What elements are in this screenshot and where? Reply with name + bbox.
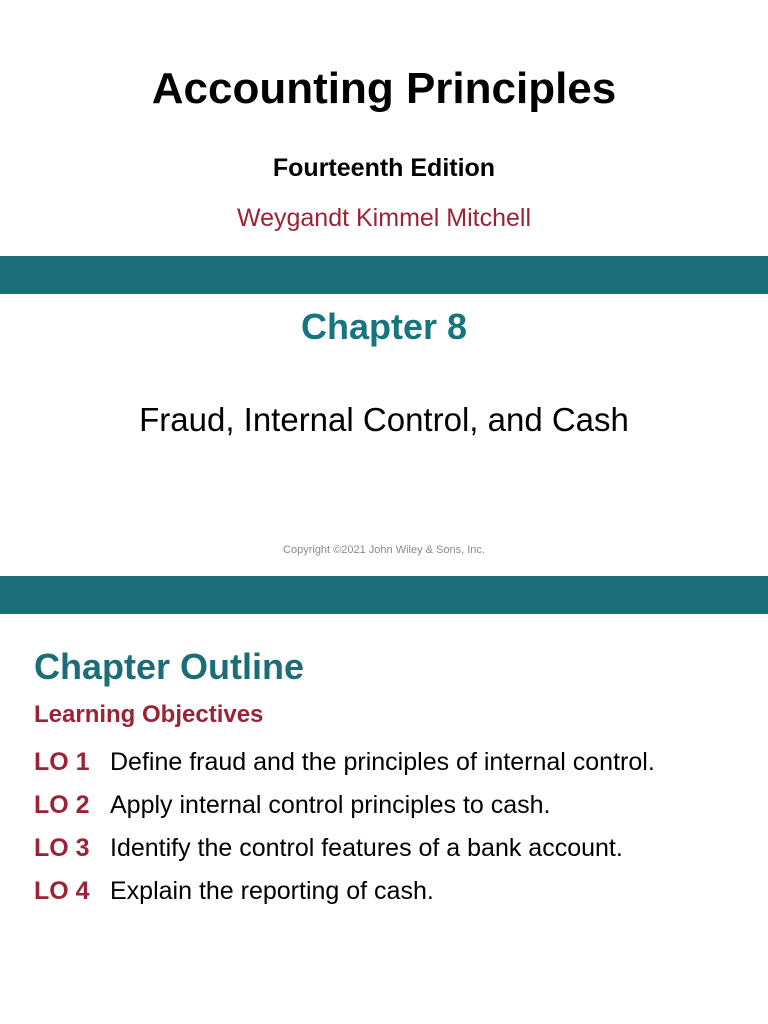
authors-line: Weygandt Kimmel Mitchell [236,204,532,232]
objective-code: LO 1 [34,747,90,776]
objective-text: Define fraud and the principles of internal control. [110,747,655,776]
learning-objective-item [34,869,754,912]
objective-text: Explain the reporting of cash. [110,876,434,905]
chapter-label: Chapter 8 [300,306,468,347]
chapter-title: Fraud, Internal Control, and Cash [139,401,629,438]
learning-objectives-list [34,740,754,912]
copyright-notice: Copyright ©2021 John Wiley & Sons, Inc. [283,544,485,556]
edition-label: Fourteenth Edition [272,154,496,182]
objective-code: LO 2 [34,790,90,819]
book-title: Accounting Principles [151,64,617,113]
learning-objective-item [34,740,754,783]
objective-code: LO 3 [34,833,90,862]
objective-text: Identify the control features of a bank account. [110,833,623,862]
chapter-outline-heading: Chapter Outline [34,646,305,687]
learning-objectives-heading: Learning Objectives [34,701,264,728]
teal-divider-band [0,576,768,614]
objective-code: LO 4 [34,876,90,905]
learning-objective-item [34,783,754,826]
objective-text: Apply internal control principles to cash. [110,790,551,819]
learning-objective-item [34,826,754,869]
teal-divider-band [0,256,768,294]
